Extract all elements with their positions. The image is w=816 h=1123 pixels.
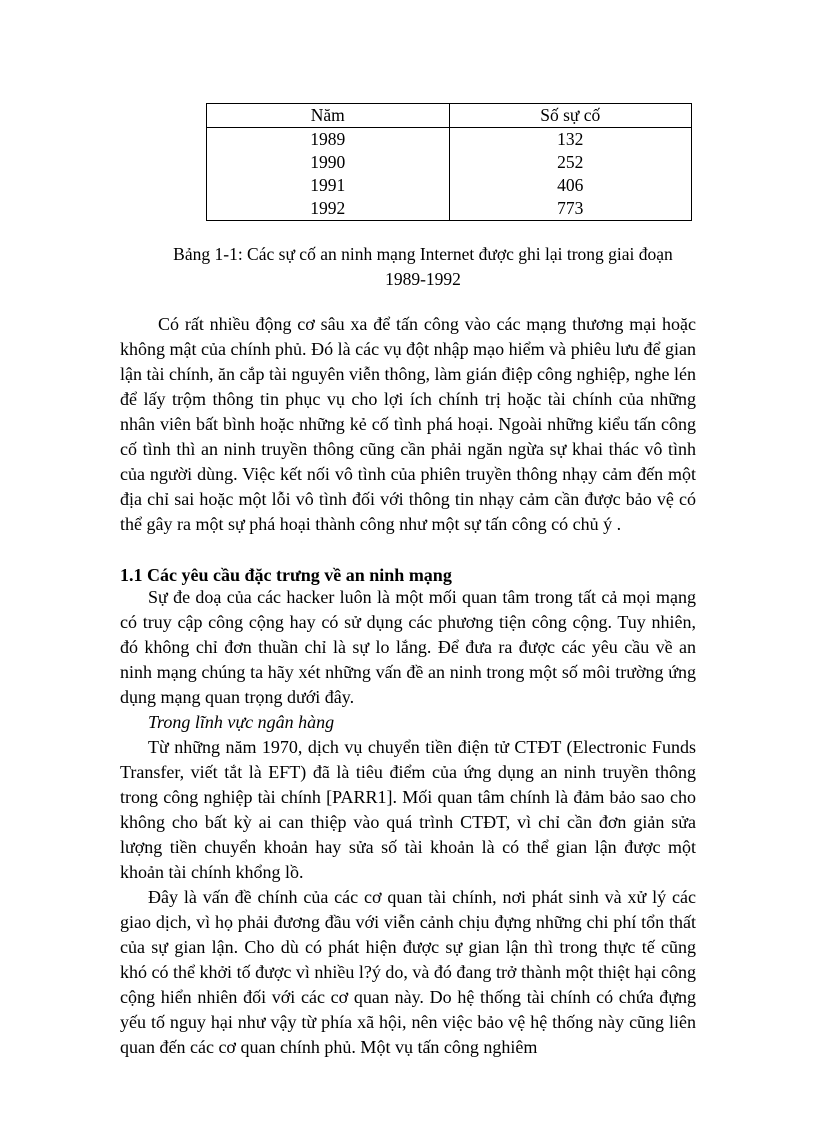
header-year: Năm [207, 104, 450, 128]
cell-count: 406 [449, 174, 692, 197]
cell-year: 1989 [207, 128, 450, 152]
cell-count: 132 [449, 128, 692, 152]
table-header-row [207, 104, 692, 128]
header-count: Số sự cố [449, 104, 692, 128]
table-row [207, 151, 692, 174]
cell-count: 773 [449, 197, 692, 221]
section-paragraph-2: Từ những năm 1970, dịch vụ chuyển tiền điện tử CTĐT (Electronic Funds Transfer, viết tắt là EFT) đã là tiêu điểm của ứng dụng an ninh truyền thông trong công nghiệp tài chính [PARR1]. Mối quan tâm chính là đảm bảo sao cho không cho bất kỳ ai can thiệp vào quá trình CTĐT, vì chỉ cần đơn giản sửa lượng tiền chuyển khoản hay sửa số tài khoản là có thể gian lận được một khoản tài chính khổng lồ. [120, 737, 696, 882]
table-caption [150, 242, 696, 292]
incident-table [206, 103, 692, 221]
table-row [207, 197, 692, 221]
paragraph-text: Có rất nhiều động cơ sâu xa để tấn công vào các mạng thương mại hoặc không mật của chính phủ. Đó là các vụ đột nhập mạo hiểm và phiêu lưu để gian lận tài chính, ăn cắp tài nguyên viễn thông, làm gián điệp công nghiệp, nghe lén để lấy trộm thông tin phục vụ cho lợi ích chính trị hoặc tài chính của những nhân viên bất bình hoặc những kẻ cố tình phá hoại. Ngoài những kiểu tấn công cố tình thì an ninh truyền thông cũng cần phải ngăn ngừa sự khai thác vô tình của người dùng. Việc kết nối vô tình của phiên truyền thông nhạy cảm đến một địa chỉ sai hoặc một lỗi vô tình đối với thông tin nhạy cảm cần được bảo vệ có thể gây ra một sự phá hoại thành công như một sự tấn công có chủ ý . [120, 314, 696, 534]
cell-year: 1990 [207, 151, 450, 174]
table-row [207, 174, 692, 197]
section-paragraph-3: Đây là vấn đề chính của các cơ quan tài chính, nơi phát sinh và xử lý các giao dịch, vì họ phải đương đầu với viễn cảnh chịu đựng những chi phí tổn thất của sự gian lận. Cho dù có phát hiện được sự gian lận thì trong thực tế cũng khó có thể khởi tố được vì nhiều l?ý do, và đó đang trở thành một thiệt hại công cộng hiển nhiên đối với các cơ quan này. Do hệ thống tài chính có chứa đựng yếu tố nguy hại như vậy từ phía xã hội, nên việc bảo vệ hệ thống này cũng liên quan đến các cơ quan chính phủ. Một vụ tấn công nghiêm [120, 887, 696, 1057]
section-paragraph-1: Sự đe doạ của các hacker luôn là một mối quan tâm trong tất cả mọi mạng có truy cập công cộng hay có sử dụng các phương tiện công cộng. Tuy nhiên, đó không chỉ đơn thuần chỉ là sự lo lắng. Để đưa ra được các yêu cầu về an ninh mạng chúng ta hãy xét những vấn đề an ninh trong một số môi trường ứng dụng mạng quan trọng dưới đây. [120, 587, 696, 707]
subheading: Trong lĩnh vực ngân hàng [148, 712, 335, 732]
caption-line-1: Bảng 1-1: Các sự cố an ninh mạng Internet được ghi lại trong giai đoạn [173, 244, 673, 264]
cell-count: 252 [449, 151, 692, 174]
section-body [120, 585, 696, 1060]
cell-year: 1991 [207, 174, 450, 197]
table-row [207, 128, 692, 152]
cell-year: 1992 [207, 197, 450, 221]
intro-paragraph [120, 312, 696, 537]
section-heading: 1.1 Các yêu cầu đặc trưng về an ninh mạng [120, 565, 452, 585]
caption-line-2: 1989-1992 [385, 269, 461, 289]
